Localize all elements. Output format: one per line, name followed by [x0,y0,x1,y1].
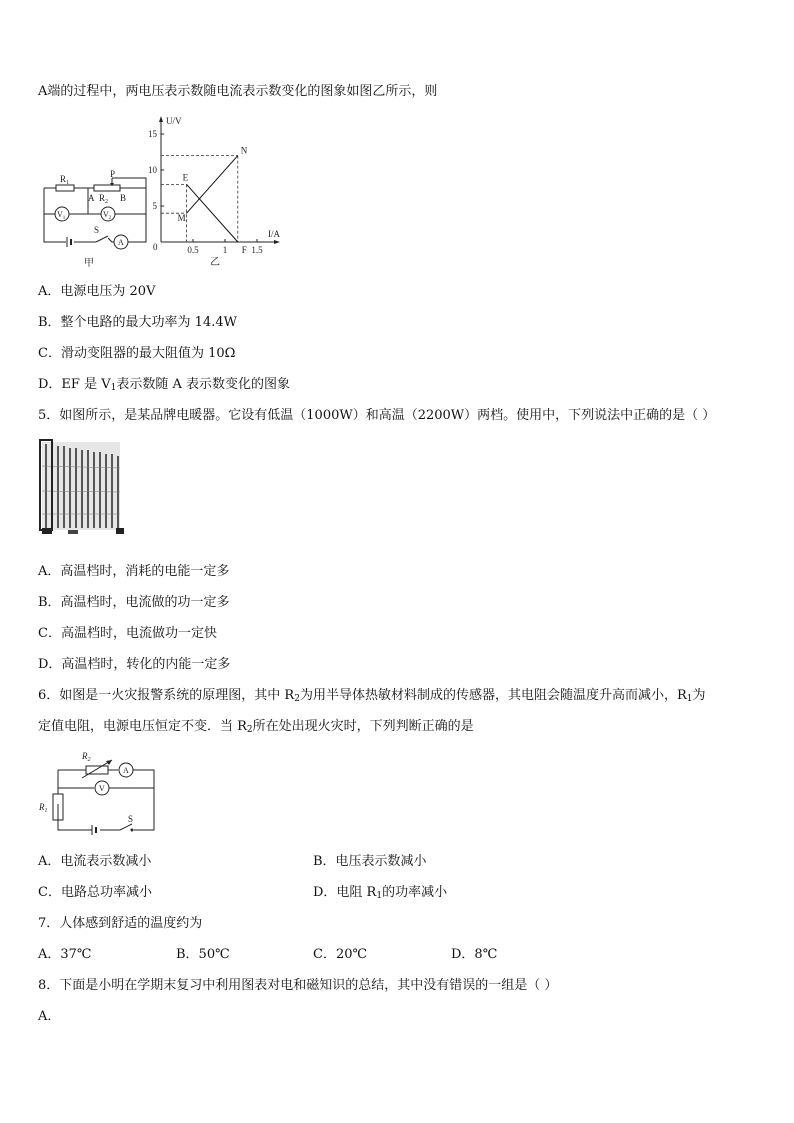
q8-option-a: A． [38,1009,61,1024]
q4-option-c: C．滑动变阻器的最大阻值为 10Ω [38,346,236,361]
point-f-label: F [241,245,247,255]
q7-option-c: C．20℃ [313,947,368,962]
fire-alarm-circuit [36,744,160,840]
r1-label: $R_1$ [60,174,70,186]
r1-label-q6: $R_1$ [39,802,48,814]
point-n-label: N [240,145,248,156]
q6-option-a: A．电流表示数减小 [38,854,152,869]
q7-option-d: D．8℃ [451,947,498,962]
x-tick-label: 1 [222,245,228,255]
point-e-label: E [182,172,189,183]
q6-option-d: D．电阻 $R_1$的功率减小 [313,885,448,901]
ammeter-label: A [118,238,124,247]
ammeter-label-q6: A [123,766,129,775]
q6-stem-line1: 6．如图是一火灾报警系统的原理图，其中 $R_2$为用半导体热敏材料制成的传感器，其电阻会随温度升高而减小，$R_1$为 [38,688,706,704]
point-m-label: M [177,213,186,224]
a-label: A [88,193,95,203]
q7-option-b: B．50℃ [176,947,230,962]
voltmeter-label-q6: V [99,784,105,793]
switch-label-q6: S [128,814,134,824]
series-ef-line [187,184,238,242]
q4-option-a: A．电源电压为 20V [38,284,156,299]
p-label: P [110,170,116,179]
b-label: B [120,193,127,203]
y-axis-label: U/V [166,116,182,126]
y-tick-label: 10 [148,165,157,175]
q8-stem: 8．下面是小明在学期末复习中利用图表对电和磁知识的总结，其中没有错误的一组是（ ） [38,978,558,993]
q5-option-b: B．高温档时，电流做的功一定多 [38,595,230,610]
s-label: S [94,225,100,235]
x-tick-label: 0.5 [187,245,199,255]
v2-label: $V_2$ [103,210,112,221]
q5-stem: 5．如图所示，是某品牌电暖器。它设有低温（1000W）和高温（2200W）两档。使用中，下列说法中正确的是（ ） [38,408,716,423]
q6-option-c: C．电路总功率减小 [38,885,152,900]
q7-option-a: A．37℃ [38,947,92,962]
y-tick-label: 5 [152,201,157,211]
heater-image [38,436,130,544]
q7-stem: 7．人体感到舒适的温度约为 [38,916,203,931]
q5-option-d: D．高温档时，转化的内能一定多 [38,657,231,672]
q6-option-b: B．电压表示数减小 [313,854,427,869]
series-mn-line [187,156,238,214]
q6-stem-line2: 定值电阻，电源电压恒定不变．当 $R_2$所在处出现火灾时，下列判断正确的是 [38,719,474,735]
intro-line: A端的过程中，两电压表示数随电流表示数变化的图象如图乙所示，则 [38,84,438,99]
v1-label: $V_1$ [57,210,66,221]
q4-option-d: D．EF 是 $V_1$表示数随 A 表示数变化的图象 [38,377,290,393]
q5-option-a: A．高温档时，消耗的电能一定多 [38,564,230,579]
r2-label: $R_2$ [99,193,109,205]
x-axis-label: I/A [268,229,280,239]
q5-option-c: C．高温档时，电流做功一定快 [38,626,217,641]
r2-label-q6: $R_2$ [82,751,91,763]
graph-yi [146,110,296,272]
circuit-diagram-jia [36,170,156,270]
caption-jia: 甲 [84,258,94,269]
caption-yi: 乙 [210,257,220,268]
y-tick-label: 15 [148,129,157,139]
origin-label: 0 [153,242,158,252]
q4-option-b: B．整个电路的最大功率为 14.4W [38,315,237,330]
x-tick-label: 1.5 [251,245,263,255]
